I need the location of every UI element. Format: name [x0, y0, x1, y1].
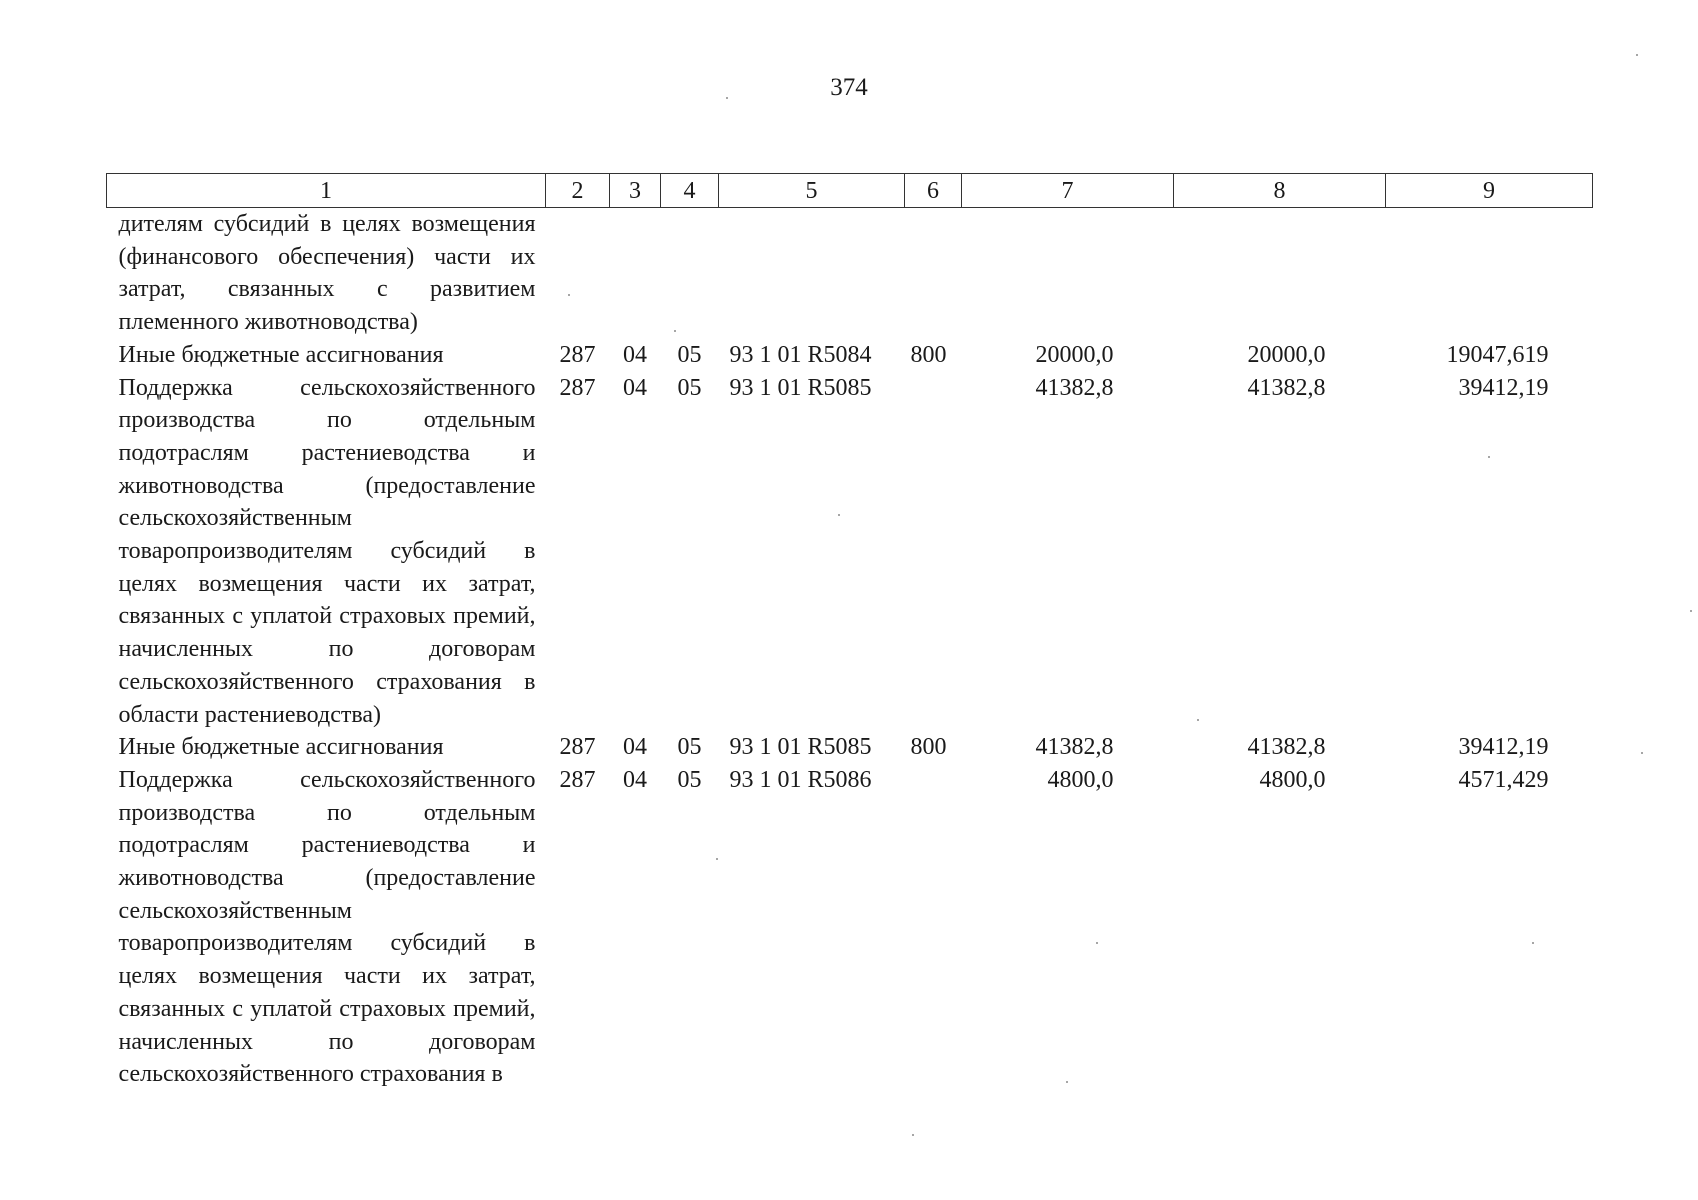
scan-speck: [1488, 456, 1490, 458]
code-3-cell: 04: [623, 766, 647, 793]
amount-9-cell: 19047,619: [1446, 341, 1549, 368]
code-4-cell: 05: [677, 734, 702, 761]
table-row: [107, 731, 1593, 764]
table-row: [107, 764, 1593, 1091]
code-3-cell: 04: [623, 374, 647, 401]
column-header-3: 3: [610, 174, 661, 208]
row-name-cell: Поддержка сельскохозяйственного производства по отдельным подотраслям растениеводства и животноводства (предоставление сельскохозяйственным товаропроизводителям субсидий в целях возмещения части их затрат, связанных с уплатой страховых премий, начисленных по договорам сельскохозяйственного страхования в области растениеводства): [118, 374, 536, 728]
code-3-cell: 04: [623, 341, 647, 368]
scan-speck: [1096, 942, 1098, 944]
code-4-cell: 05: [677, 341, 702, 368]
amount-7-cell: 41382,8: [1035, 374, 1114, 401]
amount-7-cell: 20000,0: [1035, 341, 1114, 368]
code-5-cell: 93 1 01 R5086: [729, 766, 872, 793]
code-2-cell: 287: [559, 374, 596, 401]
code-6-cell: [905, 764, 962, 1091]
page-number: 374: [830, 74, 868, 101]
scan-speck: [1197, 719, 1199, 721]
amount-9-cell: 4571,429: [1458, 766, 1549, 793]
column-header-5: 5: [719, 174, 905, 208]
row-name-cell: Поддержка сельскохозяйственного производства по отдельным подотраслям растениеводства и животноводства (предоставление сельскохозяйственным товаропроизводителям субсидий в целях возмещения части их затрат, связанных с уплатой страховых премий, начисленных по договорам сельскохозяйственного страхования в: [118, 766, 536, 1088]
row-name-cell: дителям субсидий в целях возмещения (финансового обеспечения) части их затрат, связанных с развитием племенного животноводства): [118, 211, 536, 336]
code-6-cell: 800: [910, 341, 947, 368]
code-5-cell: [719, 208, 905, 339]
code-2-cell: [546, 208, 610, 339]
scan-speck: [1636, 54, 1638, 56]
table-row: [107, 372, 1593, 732]
scan-speck: [1641, 752, 1643, 754]
scan-speck: [674, 330, 676, 332]
scan-speck: [912, 1134, 914, 1136]
table-row: [107, 339, 1593, 372]
code-6-cell: [905, 208, 962, 339]
budget-table: [106, 173, 1593, 1091]
scan-speck: [568, 294, 570, 296]
amount-8-cell: 41382,8: [1247, 734, 1326, 761]
scan-speck: [1066, 1081, 1068, 1083]
scan-speck: [838, 514, 840, 516]
code-5-cell: 93 1 01 R5084: [729, 341, 872, 368]
amount-9-cell: 39412,19: [1458, 374, 1549, 401]
code-5-cell: 93 1 01 R5085: [729, 374, 872, 401]
amount-8-cell: 20000,0: [1247, 341, 1326, 368]
column-header-2: 2: [546, 174, 610, 208]
amount-9-cell: 39412,19: [1458, 734, 1549, 761]
scan-speck: [716, 858, 718, 860]
code-3-cell: 04: [623, 734, 647, 761]
code-3-cell: [610, 208, 661, 339]
column-header-7: 7: [962, 174, 1174, 208]
code-4-cell: 05: [677, 374, 702, 401]
column-header-4: 4: [661, 174, 719, 208]
amount-8-cell: [1174, 208, 1386, 339]
row-name-cell: Иные бюджетные ассигнования: [118, 734, 444, 761]
amount-8-cell: 41382,8: [1247, 374, 1326, 401]
amount-9-cell: [1386, 208, 1593, 339]
column-header-9: 9: [1386, 174, 1593, 208]
scan-speck: [1532, 942, 1534, 944]
code-2-cell: 287: [559, 734, 596, 761]
column-header-6: 6: [905, 174, 962, 208]
scan-speck: [726, 97, 728, 99]
column-header-8: 8: [1174, 174, 1386, 208]
table-row: [107, 208, 1593, 339]
code-4-cell: [661, 208, 719, 339]
code-6-cell: [905, 372, 962, 732]
scan-speck: [1690, 610, 1692, 612]
code-4-cell: 05: [677, 766, 702, 793]
code-6-cell: 800: [910, 734, 947, 761]
header-row: [107, 174, 1593, 208]
column-header-1: 1: [107, 174, 546, 208]
code-2-cell: 287: [559, 766, 596, 793]
amount-7-cell: [962, 208, 1174, 339]
code-5-cell: 93 1 01 R5085: [729, 734, 872, 761]
amount-7-cell: 4800,0: [1047, 766, 1114, 793]
code-2-cell: 287: [559, 341, 596, 368]
amount-8-cell: 4800,0: [1259, 766, 1326, 793]
amount-7-cell: 41382,8: [1035, 734, 1114, 761]
row-name-cell: Иные бюджетные ассигнования: [118, 341, 444, 368]
